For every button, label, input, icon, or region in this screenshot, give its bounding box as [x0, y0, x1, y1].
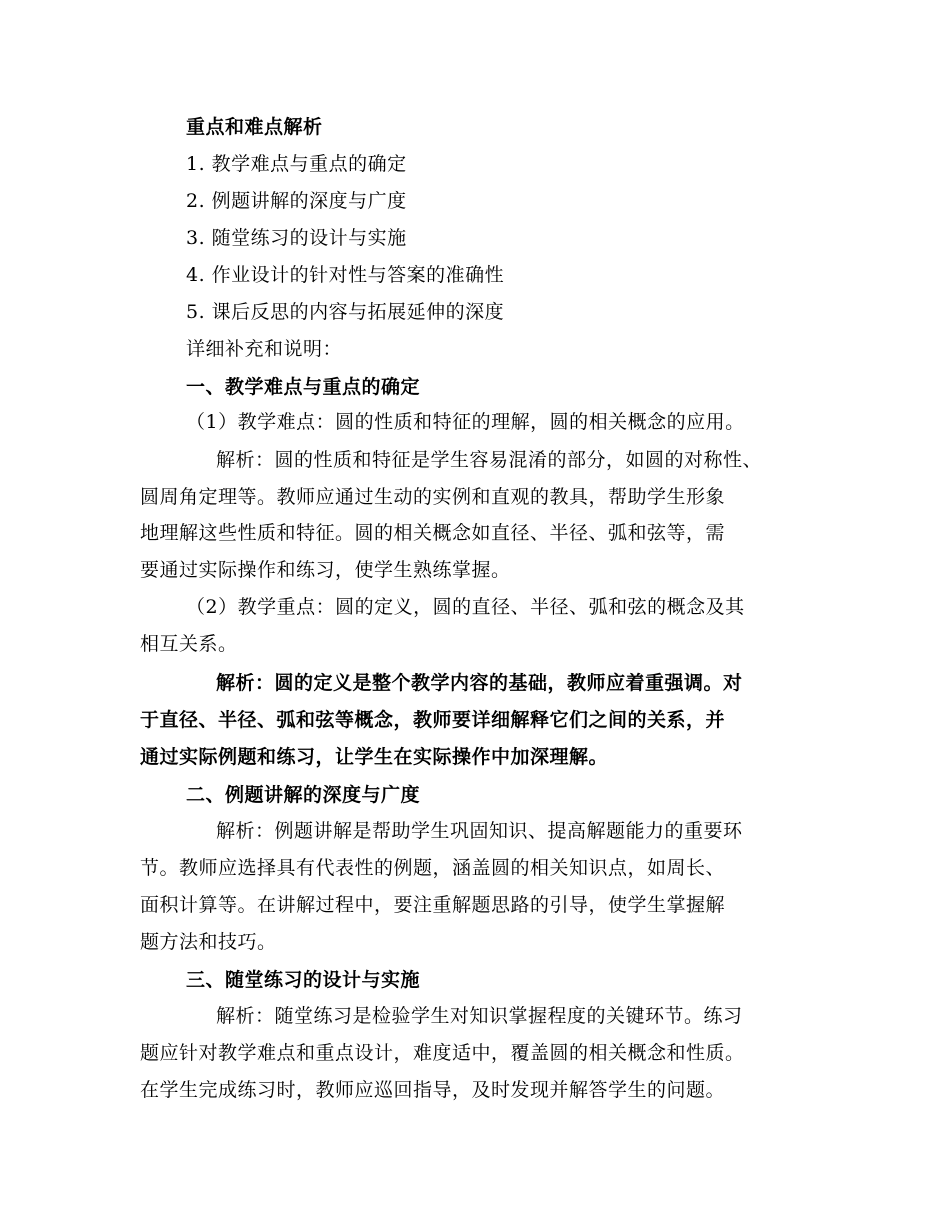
section1-analysis2-line3: 通过实际例题和练习，让学生在实际操作中加深理解。 — [140, 746, 609, 768]
toc-item-1: 1. 教学难点与重点的确定 — [186, 153, 407, 175]
section2-analysis-line3: 面积计算等。在讲解过程中，要注重解题思路的引导，使学生掌握解 — [140, 894, 726, 916]
section1-analysis1-line1: 解析：圆的性质和特征是学生容易混淆的部分，如圆的对称性、 — [216, 449, 763, 471]
toc-item-4: 4. 作业设计的针对性与答案的准确性 — [186, 264, 505, 286]
section1-item1: （1）教学难点：圆的性质和特征的理解，圆的相关概念的应用。 — [186, 411, 745, 433]
section1-item2-line1: （2）教学重点：圆的定义，圆的直径、半径、弧和弦的概念及其 — [186, 596, 745, 618]
section1-item2-line2: 相互关系。 — [140, 633, 238, 655]
section1-analysis1-line2: 圆周角定理等。教师应通过生动的实例和直观的教具，帮助学生形象 — [140, 486, 726, 508]
toc-item-5: 5. 课后反思的内容与拓展延伸的深度 — [186, 301, 505, 323]
section1-analysis2-line2: 于直径、半径、弧和弦等概念，教师要详细解释它们之间的关系，并 — [140, 709, 726, 731]
section2-analysis-line2: 节。教师应选择具有代表性的例题，涵盖圆的相关知识点，如周长、 — [140, 857, 726, 879]
document-title: 重点和难点解析 — [186, 116, 323, 138]
toc-item-3: 3. 随堂练习的设计与实施 — [186, 227, 407, 249]
section3-analysis-line1: 解析：随堂练习是检验学生对知识掌握程度的关键环节。练习 — [216, 1005, 743, 1027]
section2-analysis-line1: 解析：例题讲解是帮助学生巩固知识、提高解题能力的重要环 — [216, 820, 743, 842]
intro-text: 详细补充和说明： — [186, 338, 343, 360]
section3-analysis-line3: 在学生完成练习时，教师应巡回指导，及时发现并解答学生的问题。 — [140, 1079, 726, 1101]
section2-heading: 二、例题讲解的深度与广度 — [186, 784, 421, 806]
section3-heading: 三、随堂练习的设计与实施 — [186, 969, 421, 991]
section3-analysis-line2: 题应针对教学难点和重点设计，难度适中，覆盖圆的相关概念和性质。 — [140, 1042, 745, 1064]
toc-item-2: 2. 例题讲解的深度与广度 — [186, 190, 407, 212]
section1-heading: 一、教学难点与重点的确定 — [186, 376, 421, 398]
section2-analysis-line4: 题方法和技巧。 — [140, 931, 277, 953]
section1-analysis1-line3: 地理解这些性质和特征。圆的相关概念如直径、半径、弧和弦等，需 — [140, 522, 726, 544]
section1-analysis2-line1: 解析：圆的定义是整个教学内容的基础，教师应着重强调。对 — [216, 672, 743, 694]
section1-analysis1-line4: 要通过实际操作和练习，使学生熟练掌握。 — [140, 559, 511, 581]
